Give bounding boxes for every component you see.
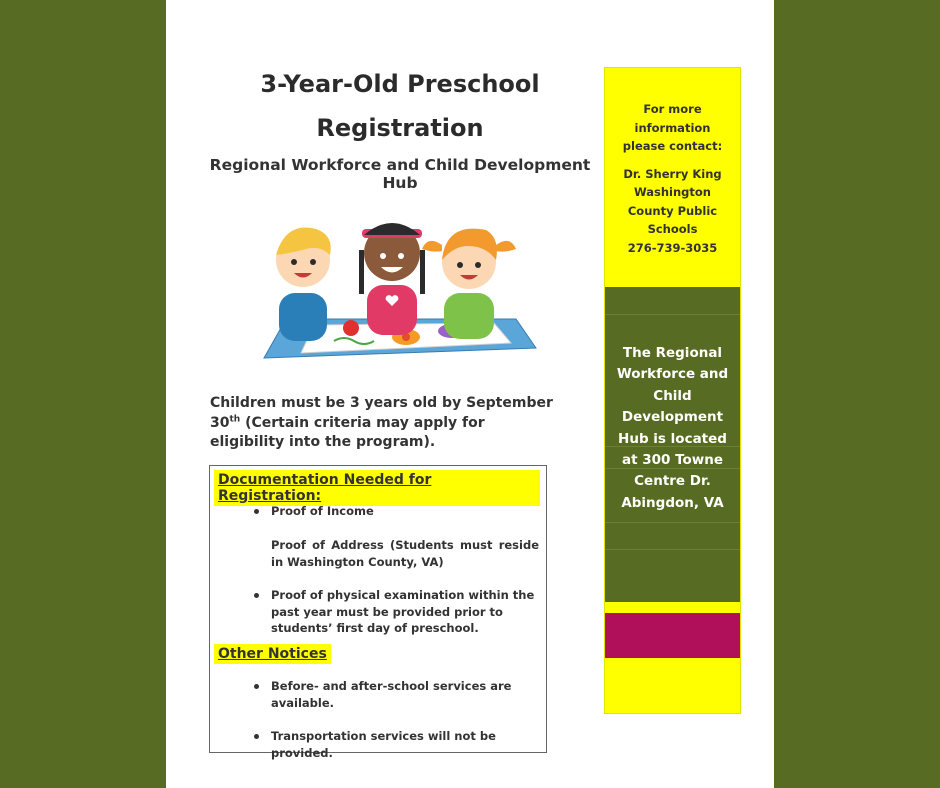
eligibility-line2: (Certain criteria may apply for eligibility into the program). [210,414,485,450]
contact-intro-line: please contact: [622,139,723,153]
bullet-icon [254,593,259,598]
notices-heading: Other Notices [214,644,331,664]
contact-sidebar [604,67,741,714]
documentation-heading: Documentation Needed for Registration: [214,470,540,506]
bullet-icon [254,684,259,689]
contact-info [605,100,740,257]
contact-name-line: Washington [633,185,711,199]
children-drawing-illustration [256,215,546,365]
notice-item-services: Before- and after-school services are available. [271,679,512,710]
location-block [605,287,740,602]
contact-name-line: County Public [627,203,718,218]
page-title-line2: Registration [316,114,484,142]
eligibility-superscript: th [229,413,241,424]
contact-intro-line: information [634,120,711,135]
bullet-icon [254,734,259,739]
location-line: Development [621,409,724,426]
location-line: Workforce and [616,366,729,383]
contact-phone: 276-739-3035 [627,240,718,255]
eligibility-text [210,394,555,453]
doc-item-physical: Proof of physical examination within the past year must be provided prior to students’ first day of preschool. [271,588,535,635]
eligibility-line1: Children must be 3 years old by September 30 [210,395,553,431]
location-line: Hub is located [618,430,727,447]
location-line: The Regional [622,345,723,361]
contact-name-line: Schools [647,222,698,236]
doc-item-income: Proof of Income [271,504,374,518]
location-line: at 300 Towne [621,452,724,469]
page-title-line1: 3-Year-Old Preschool [260,70,540,98]
documentation-box [209,465,547,760]
page-subtitle: Regional Workforce and Child Development Hub [209,156,591,192]
location-text [605,343,740,514]
accent-stripe [605,613,740,658]
contact-name-line: Dr. Sherry King [623,166,722,181]
contact-intro-line: For more [643,102,702,116]
location-line: Centre Dr. [634,473,711,490]
location-line: Abingdon, VA [621,494,724,511]
notice-item-transportation: Transportation services will not be provided. [271,729,496,760]
location-line: Child [653,387,692,404]
bullet-icon [254,509,259,514]
doc-item-address: Proof of Address (Students must reside in Washington County, VA) [271,538,539,569]
